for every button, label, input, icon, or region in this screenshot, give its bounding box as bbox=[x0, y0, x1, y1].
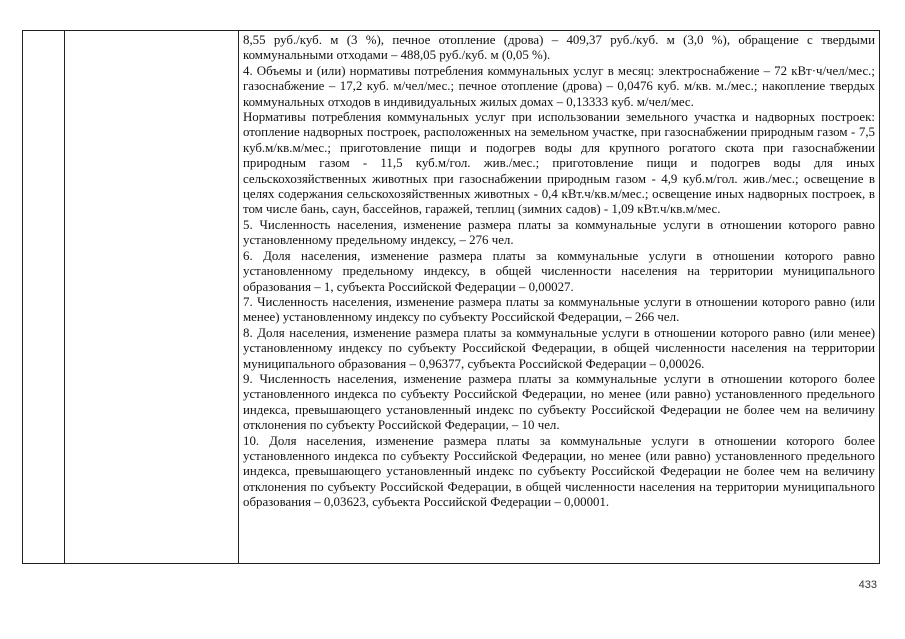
paragraph-item-10: 10. Доля населения, изменение размера платы за коммунальные услуги в отношении которого более установленного индекса по субъекту Российской Федерации, но менее (или равно) установленного предельного индекса, превышающего установленный индекс по субъекту Российской Федерации не более чем на величину отклонения по субъекту Российской Федерации, в общей численности населения на территории муниципального образования – 0,03623, субъекта Российской Федерации – 0,00001. bbox=[243, 433, 875, 510]
page-number: 433 bbox=[858, 579, 877, 591]
table-column-content bbox=[239, 31, 879, 563]
document-table bbox=[22, 30, 880, 564]
table-column-number bbox=[23, 31, 65, 563]
table-column-name bbox=[65, 31, 239, 563]
paragraph-norms-land: Нормативы потребления коммунальных услуг при использовании земельного участка и надворных построек: отопление надворных построек, расположенных на земельном участке, при газоснабжении природным газом - 7,5 куб.м/кв.м/мес.; приготовление пищи и подогрев воды для крупного рогатого скота при газоснабжении природным газом - 11,5 куб.м/гол. жив./мес.; приготовление пищи и подогрев воды для иных сельскохозяйственных животных при газоснабжении природным газом - 4,9 куб.м/гол. жив./мес.; освещение в целях содержания сельскохозяйственных животных - 0,4 кВт.ч/кв.м/мес.; освещение иных надворных построек, в том числе бань, саун, бассейнов, гаражей, теплиц (зимних садов) - 1,09 кВт.ч/кв.м/мес. bbox=[243, 110, 875, 217]
paragraph-item-7: 7. Численность населения, изменение размера платы за коммунальные услуги в отношении которого равно (или менее) установленному индексу по субъекту Российской Федерации, – 266 чел. bbox=[243, 294, 875, 325]
paragraph-item-8: 8. Доля населения, изменение размера платы за коммунальные услуги в отношении которого равно (или менее) установленному индексу по субъекту Российской Федерации, в общей численности населения на территории муниципального образования – 0,96377, субъекта Российской Федерации – 0,00026. bbox=[243, 325, 875, 371]
paragraph-item-6: 6. Доля населения, изменение размера платы за коммунальные услуги в отношении которого равно установленному предельному индексу, в общей численности населения на территории муниципального образования – 1, субъекта Российской Федерации – 0,00027. bbox=[243, 248, 875, 294]
paragraph-item-4: 4. Объемы и (или) нормативы потребления коммунальных услуг в месяц: электроснабжение – 72 кВт·ч/чел/мес.; газоснабжение – 17,2 куб. м/чел/мес.; печное отопление (дрова) – 0,0476 куб. м/кв. м./мес.; накопление твердых коммунальных отходов в индивидуальных жилых домах – 0,13333 куб. м/чел/мес. bbox=[243, 63, 875, 109]
paragraph-item-5: 5. Численность населения, изменение размера платы за коммунальные услуги в отношении которого равно установленному предельному индексу, – 276 чел. bbox=[243, 217, 875, 248]
paragraph-tariffs-end: 8,55 руб./куб. м (3 %), печное отопление (дрова) – 409,37 руб./куб. м (3,0 %), обращение с твердыми коммунальными отходами – 488,05 руб./куб. м (0,05 %). bbox=[243, 33, 875, 63]
paragraph-item-9: 9. Численность населения, изменение размера платы за коммунальные услуги в отношении которого более установленного индекса по субъекту Российской Федерации, но менее (или равно) установленного предельного индекса, превышающего установленный индекс по субъекту Российской Федерации не более чем на величину отклонения по субъекту Российской Федерации, – 10 чел. bbox=[243, 371, 875, 433]
